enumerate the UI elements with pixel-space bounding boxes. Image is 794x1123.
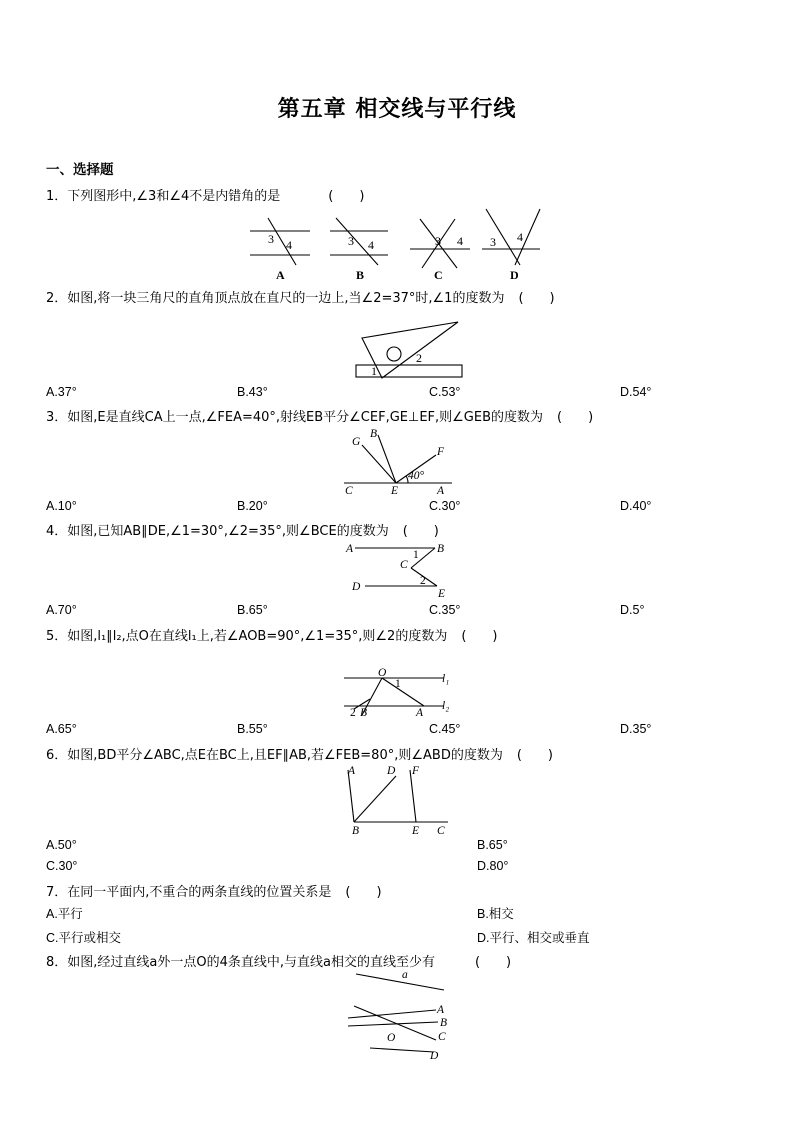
q6-option-d[interactable]: D.80° [477, 859, 509, 873]
fig8-label-a: A [437, 1004, 445, 1016]
fig1-caption-d: D [510, 268, 519, 282]
fig1-label-3c: 3 [435, 234, 441, 248]
q5-option-c[interactable]: C.45° [429, 722, 461, 736]
fig4-label-d: D [352, 581, 361, 593]
fig5-label-a: A [416, 707, 424, 719]
fig1-caption-c: C [434, 268, 443, 282]
q2-option-a[interactable]: A.37° [46, 385, 77, 399]
question-6-figure [340, 762, 460, 837]
q5-option-d[interactable]: D.35° [620, 722, 652, 736]
q6-option-b[interactable]: B.65° [477, 838, 508, 852]
fig6-label-d: D [387, 765, 396, 777]
question-6-stem [46, 744, 553, 763]
q4-option-a[interactable]: A.70° [46, 603, 77, 617]
question-6-text: 6．如图,BD平分∠ABC,点E在BC上,且EF∥AB,若∠FEB=80°,则∠ABD的度数为 [46, 748, 503, 763]
question-1-text: 1．下列图形中,∠3和∠4不是内错角的是 [46, 189, 281, 204]
question-8-figure [340, 968, 460, 1064]
question-1-stem [46, 185, 364, 204]
q7-option-d[interactable]: D.平行、相交或垂直 [477, 931, 590, 945]
fig3-label-e: E [391, 485, 399, 497]
q3-option-c[interactable]: C.30° [429, 499, 461, 513]
fig3-label-c: C [345, 485, 353, 497]
fig4-label-2: 2 [420, 575, 426, 587]
fig1-label-4c: 4 [457, 234, 463, 248]
question-4-figure [345, 540, 455, 600]
fig6-label-f: F [412, 765, 420, 777]
q2-option-d[interactable]: D.54° [620, 385, 652, 399]
q4-option-d[interactable]: D.5° [620, 603, 645, 617]
fig3-label-g: G [352, 436, 361, 448]
fig1-label-3b: 3 [348, 234, 354, 248]
question-8-text: 8．如图,经过直线a外一点O的4条直线中,与直线a相交的直线至少有 [46, 955, 435, 970]
fig6-label-b: B [352, 825, 360, 837]
question-4-stem [46, 520, 439, 539]
fig5-label-o: O [378, 667, 387, 679]
question-4-text: 4．如图,已知AB∥DE,∠1=30°,∠2=35°,则∠BCE的度数为 [46, 524, 389, 539]
q7-option-b[interactable]: B.相交 [477, 907, 514, 921]
fig8-label-d: D [430, 1050, 439, 1062]
fig1-label-3d: 3 [490, 235, 496, 249]
fig4-label-b: B [437, 543, 445, 555]
fig4-label-e: E [438, 588, 446, 600]
q2-option-b[interactable]: B.43° [237, 385, 268, 399]
q5-option-b[interactable]: B.55° [237, 722, 268, 736]
fig8-label-o: O [387, 1032, 396, 1044]
question-2-figure [350, 318, 470, 382]
fig1-caption-a: A [276, 268, 285, 282]
fig5-label-2: 2 [350, 707, 356, 719]
answer-paren-4: ( ) [402, 524, 439, 539]
q4-option-b[interactable]: B.65° [237, 603, 268, 617]
answer-paren-5: ( ) [461, 629, 498, 644]
fig4-label-c: C [400, 559, 408, 571]
q7-option-c[interactable]: C.平行或相交 [46, 931, 122, 945]
fig6-label-a: A [348, 765, 356, 777]
q4-option-c[interactable]: C.35° [429, 603, 461, 617]
fig2-label-1: 1 [371, 364, 377, 378]
fig1-label-4b: 4 [368, 238, 374, 252]
q3-option-a[interactable]: A.10° [46, 499, 77, 513]
answer-paren-1: ( ) [328, 189, 365, 204]
fig3-label-a: A [437, 485, 445, 497]
q7-option-a[interactable]: A.平行 [46, 907, 83, 921]
question-3-figure [340, 425, 460, 495]
q3-option-b[interactable]: B.20° [237, 499, 268, 513]
fig6-label-e: E [412, 825, 420, 837]
fig5-label-l2: l₂ [442, 700, 450, 712]
question-3-text: 3．如图,E是直线CA上一点,∠FEA=40°,射线EB平分∠CEF,GE⊥EF,则∠GEB的度数为 [46, 410, 544, 425]
fig8-label-a-line: a [402, 969, 408, 981]
fig5-label-1: 1 [395, 678, 401, 690]
page-title: 第五章 相交线与平行线 [277, 97, 517, 122]
fig8-label-c: C [438, 1031, 446, 1043]
fig1-label-4a: 4 [286, 238, 292, 252]
fig5-label-l1: l₁ [442, 673, 450, 685]
answer-paren-6: ( ) [516, 748, 553, 763]
question-5-text: 5．如图,l₁∥l₂,点O在直线l₁上,若∠AOB=90°,∠1=35°,则∠2的度数为 [46, 629, 448, 644]
fig6-label-c: C [437, 825, 445, 837]
question-7-text: 7．在同一平面内,不重合的两条直线的位置关系是 [46, 885, 332, 900]
fig1-label-3a: 3 [268, 232, 274, 246]
section-heading: 一、选择题 [46, 162, 114, 178]
fig4-label-1: 1 [413, 549, 419, 561]
fig3-label-b: B [370, 428, 378, 440]
fig8-label-b: B [440, 1017, 448, 1029]
fig1-label-4d: 4 [517, 230, 523, 244]
answer-paren-7: ( ) [345, 885, 382, 900]
fig3-label-angle: 40° [408, 470, 425, 482]
question-2-text: 2．如图,将一块三角尺的直角顶点放在直尺的一边上,当∠2=37°时,∠1的度数为 [46, 291, 505, 306]
q5-option-a[interactable]: A.65° [46, 722, 77, 736]
question-5-stem [46, 625, 497, 644]
question-3-stem [46, 406, 593, 425]
answer-paren-3: ( ) [557, 410, 594, 425]
fig4-label-a: A [346, 543, 354, 555]
question-2-stem [46, 287, 555, 306]
answer-paren-8: ( ) [474, 955, 512, 970]
question-1-figures [0, 205, 794, 285]
q6-option-c[interactable]: C.30° [46, 859, 78, 873]
fig1-caption-b: B [356, 268, 365, 282]
q6-option-a[interactable]: A.50° [46, 838, 77, 852]
answer-paren-2: ( ) [518, 291, 555, 306]
fig3-label-f: F [437, 446, 445, 458]
question-7-stem [46, 881, 382, 900]
q2-option-c[interactable]: C.53° [429, 385, 461, 399]
fig5-label-b: B [360, 707, 368, 719]
q3-option-d[interactable]: D.40° [620, 499, 652, 513]
question-5-figure [340, 665, 470, 720]
fig2-label-2: 2 [416, 351, 422, 365]
